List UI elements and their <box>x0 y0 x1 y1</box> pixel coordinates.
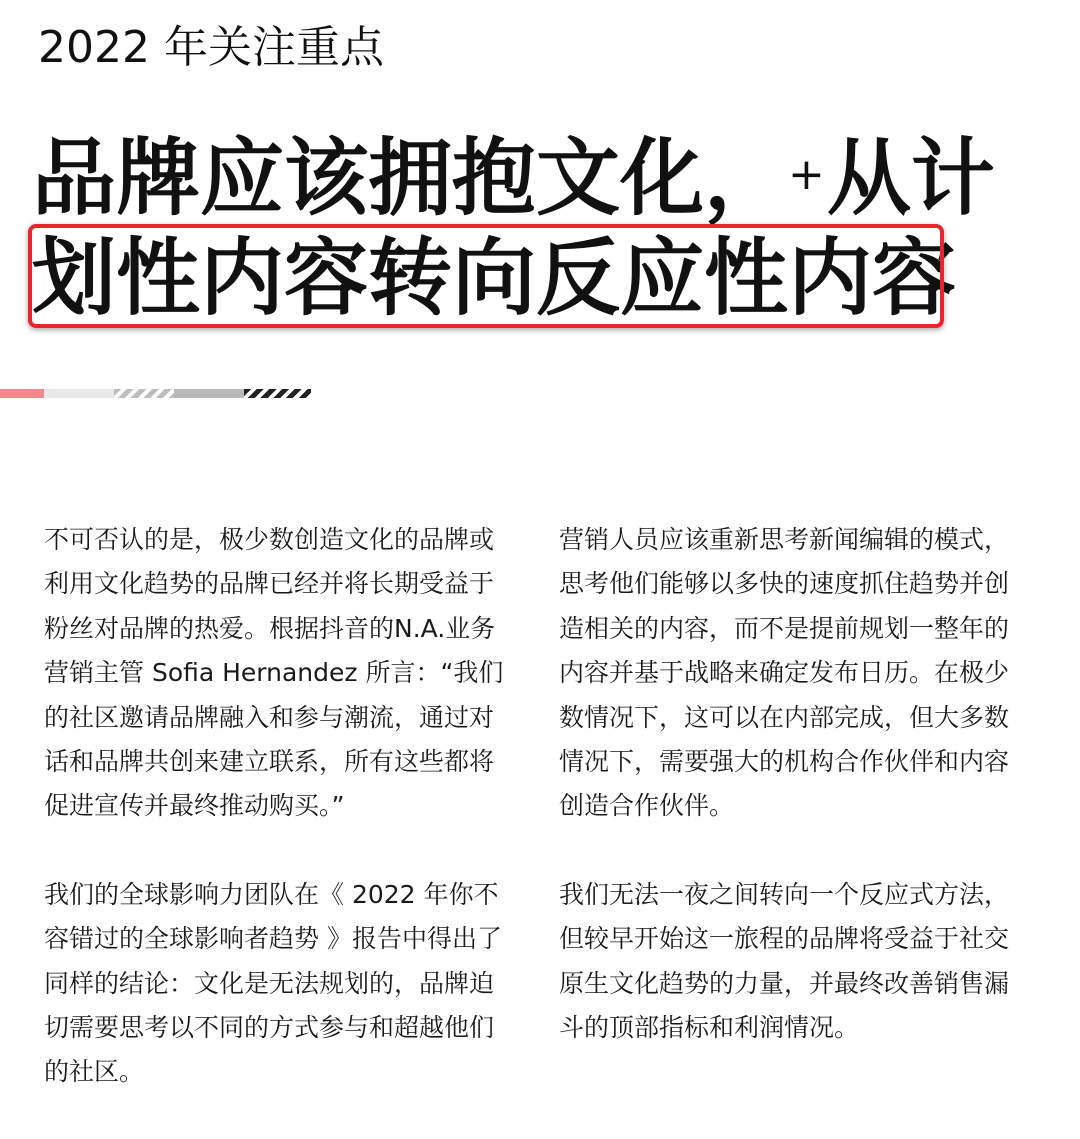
plus-mark: + <box>788 149 825 200</box>
body-paragraph <box>44 518 519 829</box>
paragraph-line: 切需要思考以不同的方式参与和超越他们 <box>44 1013 495 1043</box>
headline-line-2: 划性内容转向反应性内容 <box>32 228 957 327</box>
paragraph-line: 造相关的内容，而不是提前规划一整年的 <box>559 613 1010 643</box>
paragraph-line: 营销主管 Sofia Hernandez 所言：“我们 <box>44 658 504 688</box>
divider-segment-hatched-dark <box>244 389 311 398</box>
paragraph-line: 但较早开始这一旅程的品牌将受益于社交 <box>559 924 1010 954</box>
body-paragraph <box>44 873 519 1095</box>
paragraph-line: 内容并基于战略来确定发布日历。在极少 <box>559 658 1010 688</box>
divider-segment-light <box>44 389 114 398</box>
body-paragraph <box>559 518 1034 829</box>
paragraph-line: 我们的全球影响力团队在《 2022 年你不 <box>44 879 499 909</box>
body-paragraph <box>559 873 1034 1051</box>
paragraph-line: 话和品牌共创来建立联系，所有这些都将 <box>44 747 495 777</box>
headline-line-1-text: 品牌应该拥抱文化， <box>32 128 789 227</box>
paragraph-line: 的社区。 <box>44 1057 145 1087</box>
paragraph-line: 斗的顶部指标和利润情况。 <box>559 1013 860 1043</box>
paragraph-line: 情况下，需要强大的机构合作伙伴和内容 <box>559 747 1010 777</box>
paragraph-line: 创造合作伙伴。 <box>559 791 735 821</box>
body-column-right <box>559 518 1034 1094</box>
paragraph-line: 同样的结论：文化是无法规划的，品牌迫 <box>44 968 495 998</box>
paragraph-line: 利用文化趋势的品牌已经并将长期受益于 <box>44 569 495 599</box>
paragraph-line: 我们无法一夜之间转向一个反应式方法， <box>559 879 1010 909</box>
paragraph-line: 容错过的全球影响者趋势 》报告中得出了 <box>44 924 502 954</box>
paragraph-line: 营销人员应该重新思考新闻编辑的模式， <box>559 525 1010 554</box>
paragraph-line: 不可否认的是，极少数创造文化的品牌或 <box>44 525 495 554</box>
decorative-divider-bar <box>0 389 311 398</box>
headline-line-1 <box>32 128 1032 228</box>
paragraph-line: 数情况下，这可以在内部完成，但大多数 <box>559 702 1010 732</box>
headline-line-1-tail: 从计 <box>826 128 995 227</box>
paragraph-line: 思考他们能够以多快的速度抓住趋势并创 <box>559 569 1010 599</box>
paragraph-line: 的社区邀请品牌融入和参与潮流，通过对 <box>44 702 495 732</box>
body-column-left <box>44 518 519 1139</box>
divider-segment-grey <box>174 389 244 398</box>
divider-segment-hatched <box>114 389 174 398</box>
divider-segment-red <box>0 389 44 398</box>
section-kicker: 2022 年关注重点 <box>38 22 384 73</box>
article-headline <box>32 128 1032 328</box>
paragraph-line: 原生文化趋势的力量，并最终改善销售漏 <box>559 968 1010 998</box>
paragraph-line: 粉丝对品牌的热爱。根据抖音的N.A.业务 <box>44 613 496 643</box>
paragraph-line: 促进宣传并最终推动购买。” <box>44 791 345 821</box>
